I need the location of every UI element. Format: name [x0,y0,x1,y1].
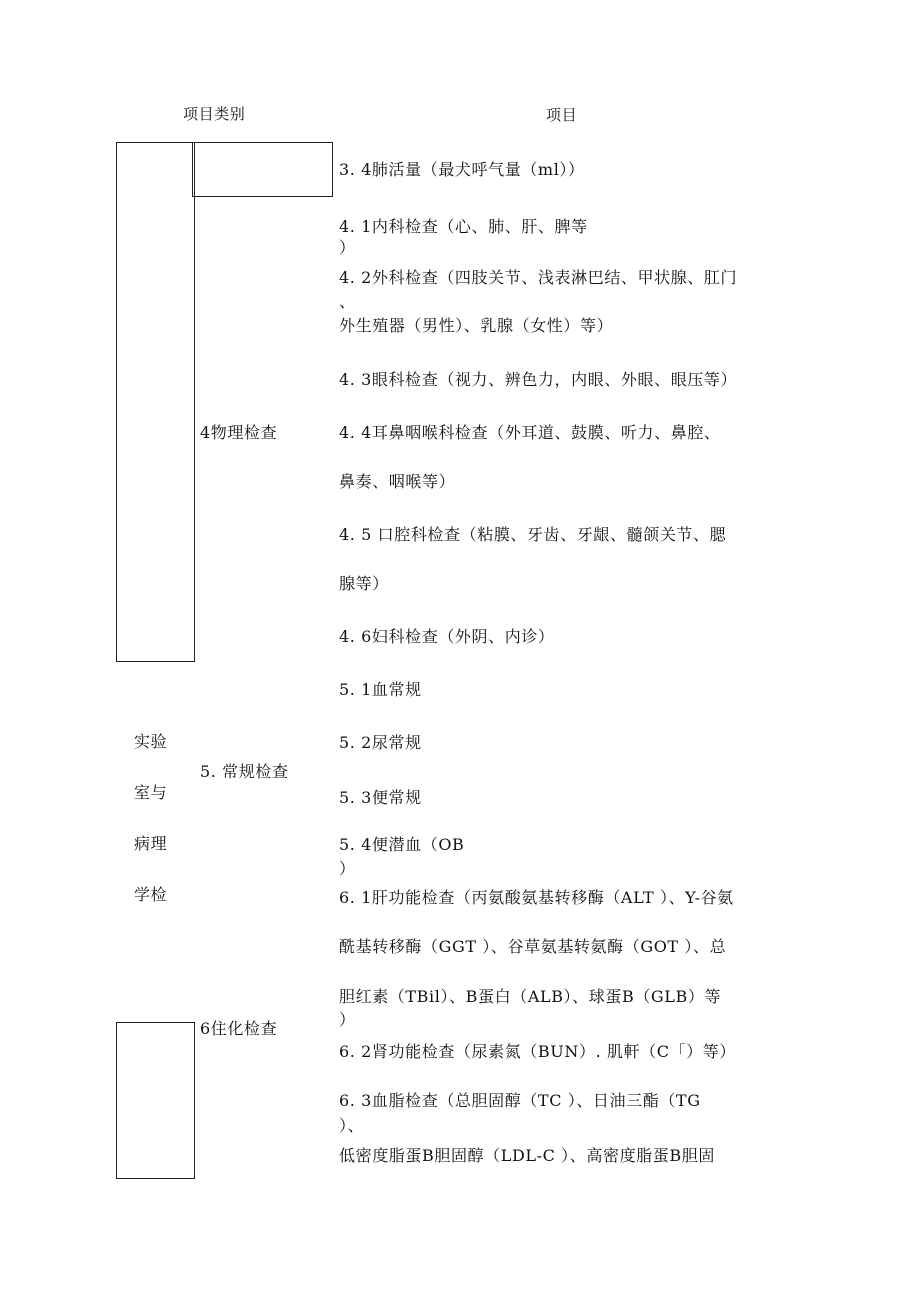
item-5-2: 5. 2尿常规 [339,733,422,752]
item-6-1-cont3: ） [339,1010,356,1029]
item-6-3-cont: ）、 [339,1116,365,1135]
item-4-4: 4. 4耳鼻咽喉科检查（外耳道、鼓膜、听力、鼻腔、 [339,423,721,442]
item-5-3: 5. 3便常规 [339,788,422,807]
item-6-1: 6. 1肝功能检查（丙氨酸氨基转移酶（ALT ）、Y-谷氨 [339,888,734,907]
item-5-1: 5. 1血常规 [339,680,422,699]
item-5-4: 5. 4便潜血（OB [339,835,465,854]
item-6-3: 6. 3血脂检查（总胆固醇（TC ）、日油三酯（TG [339,1091,701,1110]
category-lab-line-2: 室与 [134,783,168,802]
category-cell-border-left [116,142,195,662]
category-biochem-exam: 6住化检查 [200,1019,278,1038]
item-6-2: 6. 2肾功能检查（尿素氮（BUN）. 肌軒（C「）等） [339,1042,736,1061]
category-lab-line-4: 学检 [134,885,168,904]
item-4-2: 4. 2外科检查（四肢关节、浅表淋巴结、甲状腺、肛门 [339,268,738,287]
category-routine-exam: 5. 常规检查 [200,762,289,781]
item-4-4-cont: 鼻奏、咽喉等） [339,472,456,491]
subcategory-cell-border [192,142,333,197]
item-column-header: 项目 [546,106,578,124]
item-6-1-cont2: 胆红素（TBil）、B蛋白（ALB）、球蛋B（GLB）等 [339,987,722,1006]
category-cell-border-lower [116,1022,195,1179]
item-3-4: 3. 4肺活量（最犬呼气量（ml）） [339,160,585,179]
item-4-2-cont: 、 [339,292,356,311]
item-4-5: 4. 5 口腔科检查（粘膜、牙齿、牙龈、髓颌关节、腮 [339,525,727,544]
category-lab-line-1: 实验 [134,732,168,751]
item-4-5-cont: 腺等） [339,574,389,593]
category-physical-exam: 4物理检查 [200,423,278,442]
item-6-3-cont2: 低密度脂蛋B胆固醇（LDL-C ）、高密度脂蛋B胆固 [339,1146,715,1165]
item-4-3: 4. 3眼科检查（视力、辨色力，内眼、外眼、眼压等） [339,370,738,389]
item-6-1-cont: 酰基转移酶（GGT ）、谷草氨基转氨酶（GOT ）、总 [339,937,727,956]
category-column-header: 项目类别 [183,105,246,123]
item-4-2-cont2: 外生殖器（男性）、乳腺（女性）等） [339,316,614,335]
item-4-1-cont: ） [339,238,356,257]
category-lab-line-3: 病理 [134,834,168,853]
item-5-4-cont: ） [339,859,356,878]
item-4-1: 4. 1内科检查（心、肺、肝、脾等 [339,217,588,236]
item-4-6: 4. 6妇科检查（外阴、内诊） [339,627,555,646]
